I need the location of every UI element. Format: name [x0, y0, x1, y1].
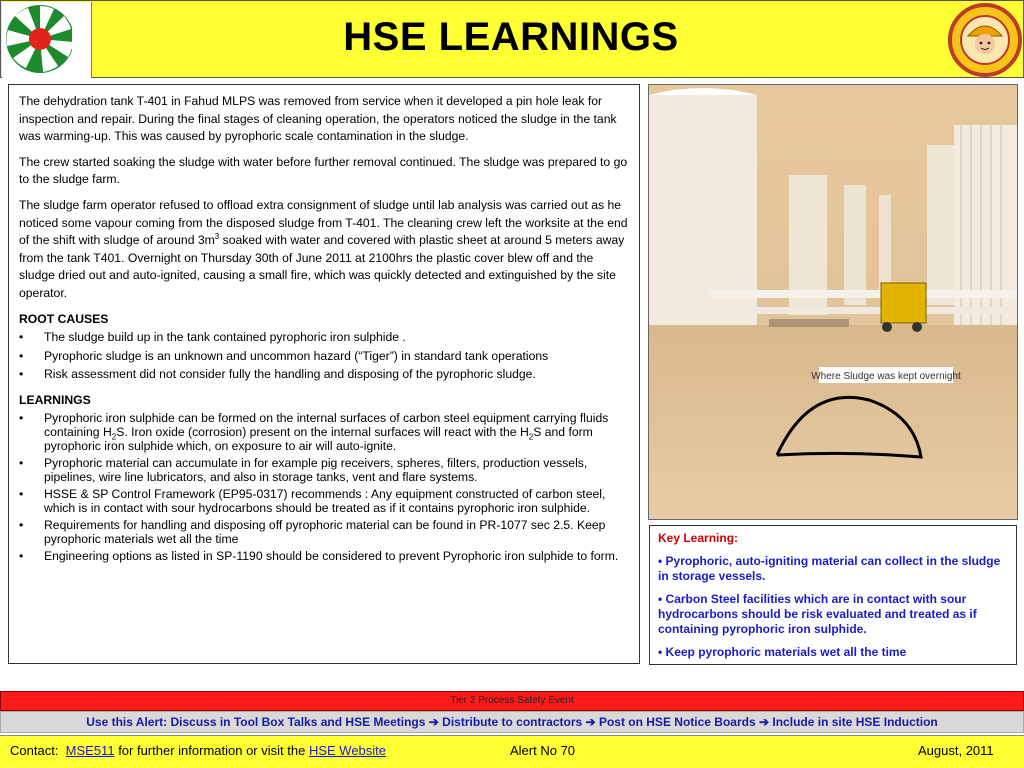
- safety-badge: [946, 2, 1024, 78]
- root-causes-list: [19, 328, 630, 384]
- learnings-list: [19, 411, 630, 563]
- header-bar: [0, 0, 1024, 78]
- contact-link[interactable]: MSE511: [65, 743, 115, 758]
- paragraph-3: The sludge farm operator refused to offload extra consignment of sludge until lab analysis was carried out as he noticed some vapour coming from the disposed sludge from T-401. The cleaning crew left the worksite at the end of the shift with sludge of around $3m^3$ soaked with water and covered with plastic sheet at around 5 meters away from the tank T401. Overnight on Thursday 30th of June 2011 at 2100hrs the plastic cover blew off and the sludge dried out and auto-ignited, causing a small fire, which was quickly detected and extinguished by the site operator.: [19, 197, 628, 300]
- list-item: • Pyrophoric sludge is an unknown and uncommon hazard (“Tiger”) in standard tank operations: [19, 347, 630, 366]
- list-item: • Pyrophoric material can accumulate in for example pig receivers, spheres, filters, production vessels, pipelines, wire line lubricators, and also in storage tanks, vent and flare systems.: [19, 456, 630, 484]
- hse-website-link[interactable]: HSE Website: [308, 743, 387, 758]
- list-item: • Pyrophoric iron sulphide can be formed on the internal surfaces of carbon steel equipment carrying fluids containing $H_2S$. Iron oxide (corrosion) present on the internal surfaces will react with the $H_2S$ and form pyrophoric iron sulphide which, on exposure to air will auto-ignite.: [19, 411, 630, 453]
- site-photo-illustration: [649, 85, 1018, 520]
- list-item: • HSSE & SP Control Framework (EP95-0317) recommends : Any equipment constructed of carbon steel, which is in contact with sour hydrocarbons should be treated as if it contains pyrophoric iron sulphide.: [19, 487, 630, 515]
- alert-date: August, 2011: [918, 743, 994, 758]
- arrow-right-icon: ➔: [758, 715, 770, 729]
- contact-line: Contact: MSE511 for further information or visit the HSE Website: [10, 743, 387, 758]
- site-photo: [648, 84, 1018, 520]
- root-causes-heading: ROOT CAUSES: [19, 311, 109, 326]
- key-learning-item: • Keep pyrophoric materials wet all the time: [658, 645, 907, 659]
- key-learning-item: • Pyrophoric, auto-igniting material can collect in the sludge in storage vessels.: [658, 554, 1001, 583]
- arrow-right-icon: ➔: [585, 715, 596, 729]
- arrow-right-icon: ➔: [428, 715, 439, 729]
- key-learning-box: [649, 525, 1017, 665]
- paragraph-2: The crew started soaking the sludge with water before further removal continued. The sludge was prepared to go to the sludge farm.: [19, 154, 628, 187]
- list-item: • Engineering options as listed in SP-1190 should be considered to prevent Pyrophoric iron sulphide to form.: [19, 549, 630, 563]
- page-title: HSE LEARNINGS: [343, 15, 679, 59]
- list-item: • Requirements for handling and disposing off pyrophoric material can be found in PR-1077 sec 2.5. Keep pyrophoric materials wet all the time: [19, 518, 630, 546]
- learnings-heading: LEARNINGS: [19, 392, 91, 407]
- usage-instructions-bar: Use this Alert: Discuss in Tool Box Talks and HSE Meetings ➔ Distribute to contractors ➔ Post on HSE Notice Boards ➔ Include in site HSE Induction: [0, 711, 1024, 733]
- key-learning-title: Key Learning:: [658, 531, 739, 545]
- pdo-logo-icon: [2, 2, 90, 76]
- photo-caption: Where Sludge was kept overnight: [811, 371, 961, 382]
- incident-description-box: [8, 84, 640, 664]
- safety-badge-icon: [946, 2, 1024, 78]
- company-logo: [2, 2, 92, 78]
- list-item: • The sludge build up in the tank contained pyrophoric iron sulphide .: [19, 328, 630, 347]
- alert-number: Alert No 70: [510, 743, 576, 758]
- paragraph-1: The dehydration tank T-401 in Fahud MLPS was removed from service when it developed a pin hole leak for inspection and repair. During the final stages of cleaning operation, the operators noticed the sludge in the tank was warming-up. This was caused by pyrophoric scale contamination in the sludge.: [19, 94, 617, 144]
- key-learning-item: • Carbon Steel facilities which are in contact with sour hydrocarbons should be risk evaluated and treated as if containing pyrophoric iron sulphide.: [658, 592, 977, 636]
- footer-bar: [0, 735, 1024, 768]
- list-item: • Risk assessment did not consider fully the handling and disposing of the pyrophoric sludge.: [19, 365, 630, 384]
- tier-banner: Tier 2 Process Safety Event: [0, 691, 1024, 711]
